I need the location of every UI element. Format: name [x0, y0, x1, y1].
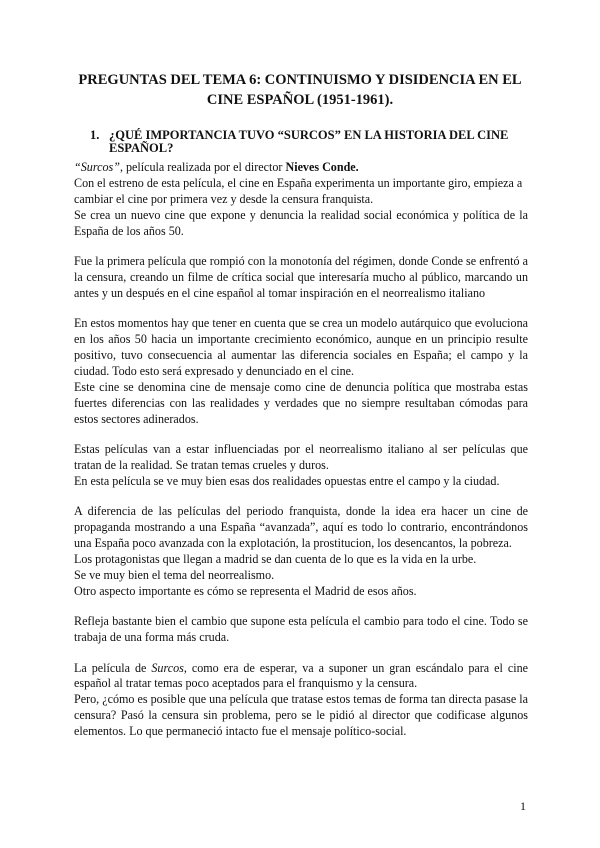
- director-name: Nieves Conde.: [285, 160, 359, 174]
- paragraph-3: Fue la primera película que rompió con la monotonía del régimen, donde Conde se enfrentó a la censura, creando un filme de crítica social que interesaría mucho al público, marcando un antes y un después en el cine español al tomar inspiración en el neorrealismo italiano: [74, 254, 528, 300]
- paragraph-9: Los protagonistas que llegan a madrid se dan cuenta de lo que es la vida en la urbe.: [74, 552, 477, 567]
- paragraph-6: Estas películas van a estar influenciadas por el neorrealismo italiano al ser películas que tratan de la realidad. Se tratan temas crueles y duros.: [74, 442, 528, 472]
- paragraph-11: Otro aspecto importante es cómo se representa el Madrid de esos años.: [74, 583, 417, 598]
- film-title-italic: Surcos: [151, 660, 184, 675]
- document-title: PREGUNTAS DEL TEMA 6: CONTINUISMO Y DISIDENCIA EN EL CINE ESPAÑOL (1951-1961).: [78, 72, 522, 108]
- paragraph-10: Se ve muy bien el tema del neorrealismo.: [74, 567, 275, 582]
- paragraph-14: Pero, ¿cómo es posible que una película que tratase estos temas de forma tan directa pasase la censura? Pasó la censura sin problema, pero se le pidió al director que codificase algunos elementos. Lo que permaneció intacto fue el mensaje político-social.: [74, 692, 528, 739]
- paragraph-4: En estos momentos hay que tener en cuenta que se crea un modelo autárquico que evoluciona en los años 50 hacia un importante crecimiento económico, aunque en un principio resulte positivo, tuvo consecuencia al aumentar las diferencia sociales en España; el campo y la ciudad. Todo esto será expresado y denunciado en el cine.: [74, 316, 528, 378]
- paragraph-5: Este cine se denomina cine de mensaje como cine de denuncia política que mostraba estas fuertes diferencias con las realidades y verdades que no siempre resultaban cómodas para estos sectores adinerados.: [74, 379, 528, 426]
- question-number: 1.: [90, 128, 100, 142]
- paragraph-gap: [74, 428, 528, 443]
- paragraph-13: [74, 661, 528, 693]
- paragraph-7: En esta película se ve muy bien esas dos realidades opuestas entre el campo y la ciudad.: [74, 473, 500, 488]
- paragraph-13-rest: , como era de esperar, va a suponer un gran escándalo para el cine español al tratar temas poco aceptados para el franquismo y la censura.: [74, 660, 528, 691]
- film-title-italic: “Surcos”: [74, 160, 120, 174]
- paragraph-13-start: La película de: [74, 660, 152, 675]
- paragraph-gap: [74, 600, 528, 615]
- question-text: ¿QUÉ IMPORTANCIA TUVO “SURCOS” EN LA HISTORIA DEL CINE ESPAÑOL?: [109, 128, 509, 155]
- paragraph-gap: [74, 302, 528, 317]
- intro-middle-text: , película realizada por el director: [119, 160, 286, 174]
- document-body: [74, 160, 528, 740]
- paragraph-1: Con el estreno de esta película, el cine en España experimenta un importante giro, empieza a cambiar el cine por primera vez y desde la censura franquista.: [74, 175, 523, 206]
- paragraph-2: Se crea un nuevo cine que expone y denuncia la realidad social económica y política de la España de los años 50.: [74, 207, 528, 238]
- paragraph-gap: [74, 490, 528, 505]
- page-number: 1: [520, 799, 526, 813]
- intro-paragraph: [74, 160, 528, 176]
- paragraph-8: A diferencia de las películas del periodo franquista, donde la idea era hacer un cine de propaganda mostrando a una España “avanzada”, aquí es todo lo contrario, encontrándonos una España poco avanzada con la explotación, la prostitucion, los desencantos, la pobreza.: [74, 504, 528, 551]
- paragraph-gap: [74, 240, 528, 255]
- paragraph-gap: [74, 646, 528, 661]
- paragraph-12: Refleja bastante bien el cambio que supone esta película el cambio para todo el cine. Todo se trabaja de una forma más cruda.: [74, 614, 528, 645]
